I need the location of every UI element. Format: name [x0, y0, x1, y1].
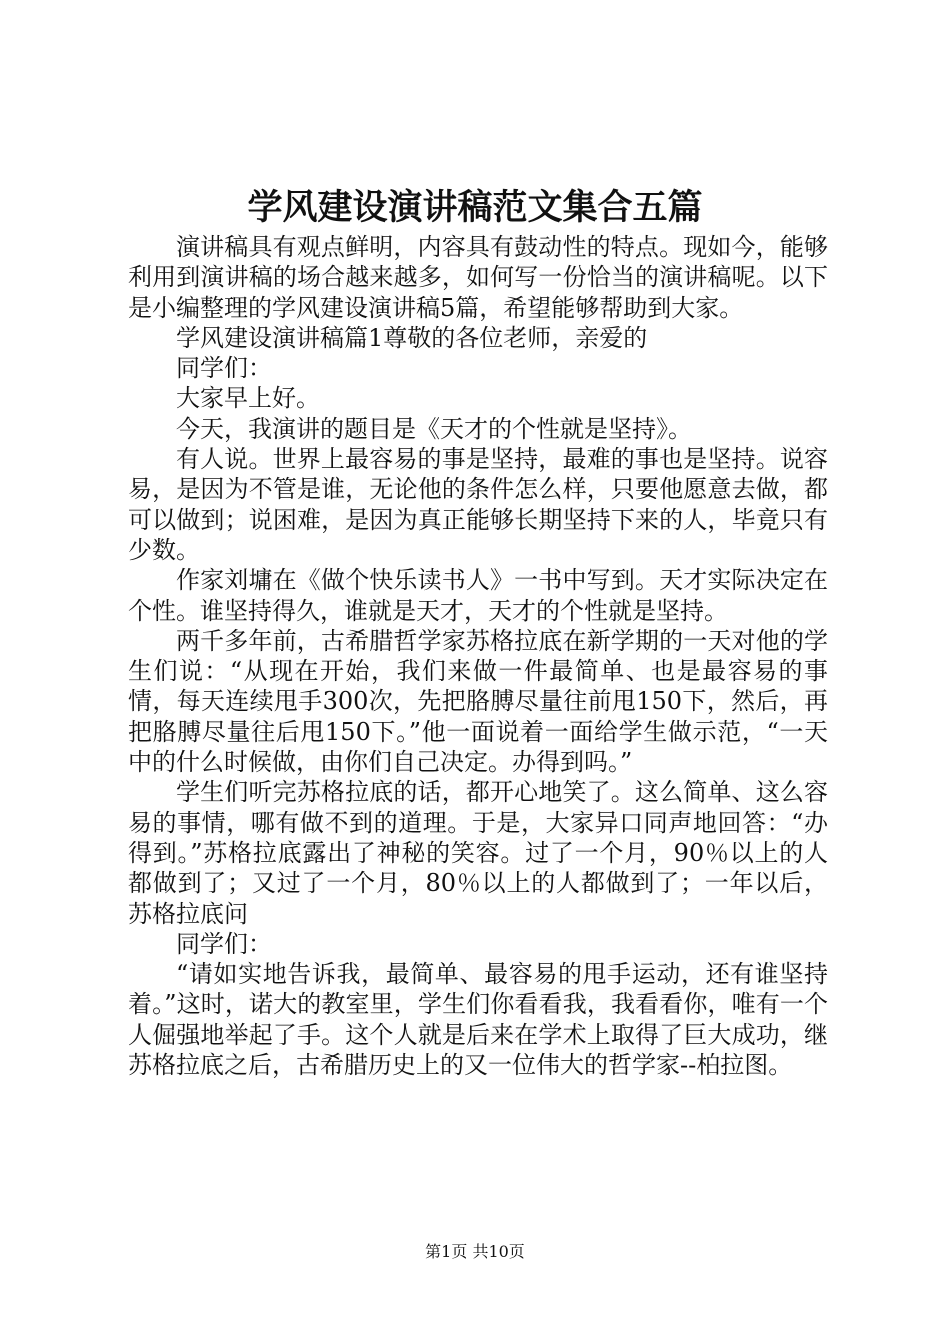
- paragraph: 学风建设演讲稿篇1尊敬的各位老师，亲爱的: [176, 323, 648, 352]
- paragraph: 今天，我演讲的题目是《天才的个性就是坚持》。: [176, 414, 692, 443]
- paragraph: 学生们听完苏格拉底的话，都开心地笑了。这么简单、这么容易的事情，哪有做不到的道理。于是，大家异口同声地回答：“办得到。”苏格拉底露出了神秘的笑容。过了一个月，90％以上的人都做到了；又过了一个月，80％以上的人都做到了；一年以后，苏格拉底问: [128, 778, 828, 928]
- page-title: 学风建设演讲稿范文集合五篇: [247, 187, 703, 228]
- document-body: [128, 232, 828, 1080]
- paragraph: 大家早上好。: [176, 384, 320, 413]
- paragraph: 有人说。世界上最容易的事是坚持，最难的事也是坚持。说容易，是因为不管是谁，无论他的条件怎么样，只要他愿意去做，都可以做到；说困难，是因为真正能够长期坚持下来的人，毕竟只有少数。: [128, 445, 828, 564]
- paragraph: “请如实地告诉我，最简单、最容易的甩手运动，还有谁坚持着。”这时，诺大的教室里，学生们你看看我，我看看你，唯有一个人倔强地举起了手。这个人就是后来在学术上取得了巨大成功，继苏格拉底之后，古希腊历史上的又一位伟大的哲学家--柏拉图。: [128, 960, 828, 1080]
- paragraph: 两千多年前，古希腊哲学家苏格拉底在新学期的一天对他的学生们说：“从现在开始，我们来做一件最简单、也是最容易的事情，每天连续甩手300次，先把胳膊尽量往前甩150下，然后，再把胳膊尽量往后甩150下。”他一面说着一面给学生做示范，“一天中的什么时候做，由你们自己决定。办得到吗。”: [128, 626, 828, 777]
- paragraph-intro: 演讲稿具有观点鲜明，内容具有鼓动性的特点。现如今，能够利用到演讲稿的场合越来越多，如何写一份恰当的演讲稿呢。以下是小编整理的学风建设演讲稿5篇，希望能够帮助到大家。: [128, 233, 828, 322]
- paragraph: 同学们：: [176, 929, 272, 958]
- page-number-footer: 第1页 共10页: [425, 1242, 525, 1261]
- paragraph: 同学们：: [176, 354, 272, 383]
- paragraph: 作家刘墉在《做个快乐读书人》一书中写到。天才实际决定在个性。谁坚持得久，谁就是天才，天才的个性就是坚持。: [128, 566, 828, 625]
